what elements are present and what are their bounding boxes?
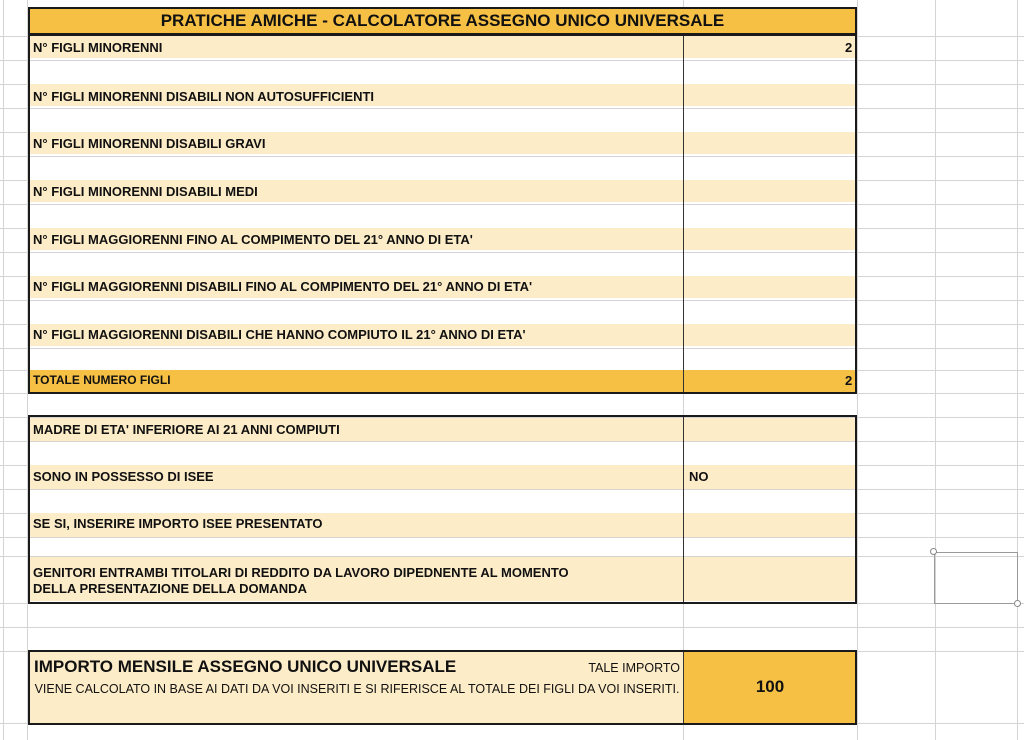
page-title: PRATICHE AMICHE - CALCOLATORE ASSEGNO UNICO UNIVERSALE	[28, 7, 857, 35]
result-title: IMPORTO MENSILE ASSEGNO UNICO UNIVERSALE	[34, 657, 457, 676]
total-label: TOTALE NUMERO FIGLI	[33, 373, 171, 387]
selected-shape[interactable]	[934, 552, 1018, 604]
condition-row-label-line2: DELLA PRESENTAZIONE DELLA DOMANDA	[33, 581, 307, 596]
condition-row-label-line1: GENITORI ENTRAMBI TITOLARI DI REDDITO DA LAVORO DIPEDNENTE AL MOMENTO	[33, 565, 569, 580]
children-row-label: N° FIGLI MINORENNI	[33, 40, 163, 55]
result-amount: 100	[684, 651, 856, 723]
result-desc-body: VIENE CALCOLATO IN BASE AI DATI DA VOI INSERITI E SI RIFERISCE AL TOTALE DEI FIGLI DA VOI INSERITI.	[34, 682, 680, 696]
children-row-label: N° FIGLI MINORENNI DISABILI NON AUTOSUFFICIENTI	[33, 89, 375, 104]
children-row-label: N° FIGLI MINORENNI DISABILI GRAVI	[33, 136, 266, 151]
children-row-label: N° FIGLI MINORENNI DISABILI MEDI	[33, 184, 258, 199]
condition-row-label: MADRE DI ETA' INFERIORE AI 21 ANNI COMPIUTI	[33, 422, 340, 437]
resize-handle-top-left[interactable]	[930, 548, 937, 555]
children-row-label: N° FIGLI MAGGIORENNI FINO AL COMPIMENTO DEL 21° ANNO DI ETA'	[33, 232, 473, 247]
children-row-label: N° FIGLI MAGGIORENNI DISABILI CHE HANNO COMPIUTO IL 21° ANNO DI ETA'	[33, 327, 526, 342]
children-row-label: N° FIGLI MAGGIORENNI DISABILI FINO AL COMPIMENTO DEL 21° ANNO DI ETA'	[33, 279, 533, 294]
condition-row-label: SE SI, INSERIRE IMPORTO ISEE PRESENTATO	[33, 516, 323, 531]
total-value: 2	[845, 373, 853, 388]
resize-handle-bottom-right[interactable]	[1014, 600, 1021, 607]
children-row-value[interactable]: 2	[845, 40, 853, 55]
isee-value[interactable]: NO	[689, 469, 709, 484]
result-desc-lead: TALE IMPORTO	[588, 661, 680, 675]
condition-row-label: SONO IN POSSESSO DI ISEE	[33, 469, 214, 484]
